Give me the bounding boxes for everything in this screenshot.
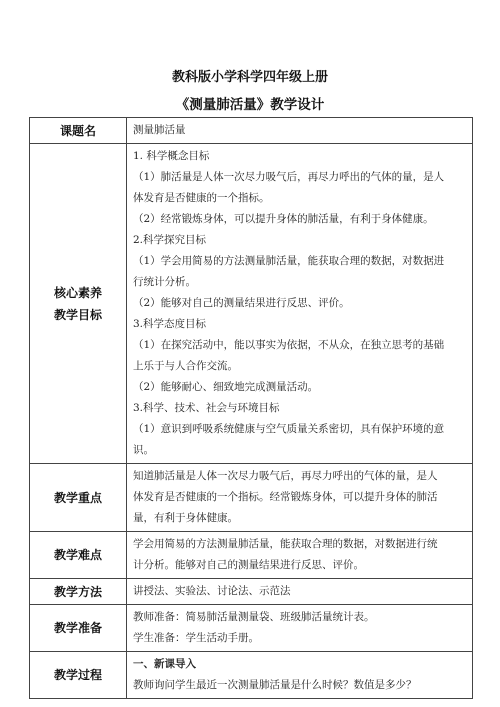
goal-line: 1. 科学概念目标: [133, 150, 210, 162]
goal-line: 行统计分析。: [133, 276, 196, 288]
difficulty-line: 计分析。能够对自己的测量结果进行反思、评价。: [133, 559, 364, 571]
goal-line: （1）肺活量是人体一次尽力吸气后，再尽力呼出的气体的量，是人: [133, 171, 445, 183]
goal-line: 识。: [133, 444, 154, 456]
process-content: [127, 652, 473, 699]
methods-label: 教学方法: [30, 579, 127, 605]
preparation-line: 教师准备：简易肺活量测量袋、班级肺活量统计表。: [133, 611, 375, 623]
table-row-methods: [30, 579, 473, 605]
goal-line: （1）在探究活动中，能以事实为依据，不从众，在独立思考的基础: [133, 339, 445, 351]
goals-label-line1: 核心素养: [53, 285, 102, 300]
goal-line: （1）意识到呼吸系统健康与空气质量关系密切，具有保护环境的意: [133, 423, 445, 435]
goal-line: （2）能够对自己的测量结果进行反思、评价。: [133, 297, 350, 309]
topic-label: 课题名: [30, 118, 127, 144]
difficulties-content: [127, 532, 473, 579]
table-row-preparation: [30, 605, 473, 652]
key-point-line: 知道肺活量是人体一次尽力吸气后，再尽力呼出的气体的量，是人: [133, 470, 438, 482]
lesson-plan-table: [29, 117, 473, 699]
table-row-difficulties: [30, 532, 473, 579]
goal-line: （2）能够耐心、细致地完成测量活动。: [133, 381, 319, 393]
preparation-content: [127, 605, 473, 652]
goal-line: 体发育是否健康的一个指标。: [133, 192, 270, 204]
process-label: 教学过程: [30, 652, 127, 699]
key-points-label: 教学重点: [30, 464, 127, 532]
table-row-topic: [30, 118, 473, 144]
process-line: 教师询问学生最近一次测量肺活量是什么时候？数值是多少？: [133, 679, 417, 691]
preparation-label: 教学准备: [30, 605, 127, 652]
methods-value: 讲授法、实验法、讨论法、示范法: [127, 579, 473, 605]
goal-line: 上乐于与人合作交流。: [133, 360, 238, 372]
table-row-process: [30, 652, 473, 699]
document-title: 教科版小学科学四年级上册: [171, 70, 328, 85]
difficulty-line: 学会用简易的方法测量肺活量，能获取合理的数据，对数据进行统: [133, 538, 438, 550]
table-row-goals: [30, 144, 473, 464]
key-point-line: 体发育是否健康的一个指标。经常锻炼身体，可以提升身体的肺活: [133, 491, 438, 503]
process-section-heading: 一、新课导入: [133, 658, 196, 670]
goal-line: （2）经常锻炼身体，可以提升身体的肺活量，有利于身体健康。: [133, 213, 434, 225]
difficulties-label: 教学难点: [30, 532, 127, 579]
goal-line: 2.科学探究目标: [133, 234, 207, 246]
goal-line: 3.科学、技术、社会与环境目标: [133, 402, 280, 414]
goal-line: 3.科学态度目标: [133, 318, 207, 330]
document-subtitle: 《测量肺活量》教学设计: [175, 97, 325, 113]
goal-line: （1）学会用简易的方法测量肺活量，能获取合理的数据，对数据进: [133, 255, 445, 267]
preparation-line: 学生准备：学生活动手册。: [133, 632, 259, 644]
key-point-line: 量，有利于身体健康。: [133, 512, 238, 524]
topic-value: 测量肺活量: [127, 118, 473, 144]
key-points-content: [127, 464, 473, 532]
goals-label-line2: 教学目标: [53, 307, 102, 322]
goals-content: [127, 144, 473, 464]
table-row-key-points: [30, 464, 473, 532]
goals-label: [30, 144, 127, 464]
